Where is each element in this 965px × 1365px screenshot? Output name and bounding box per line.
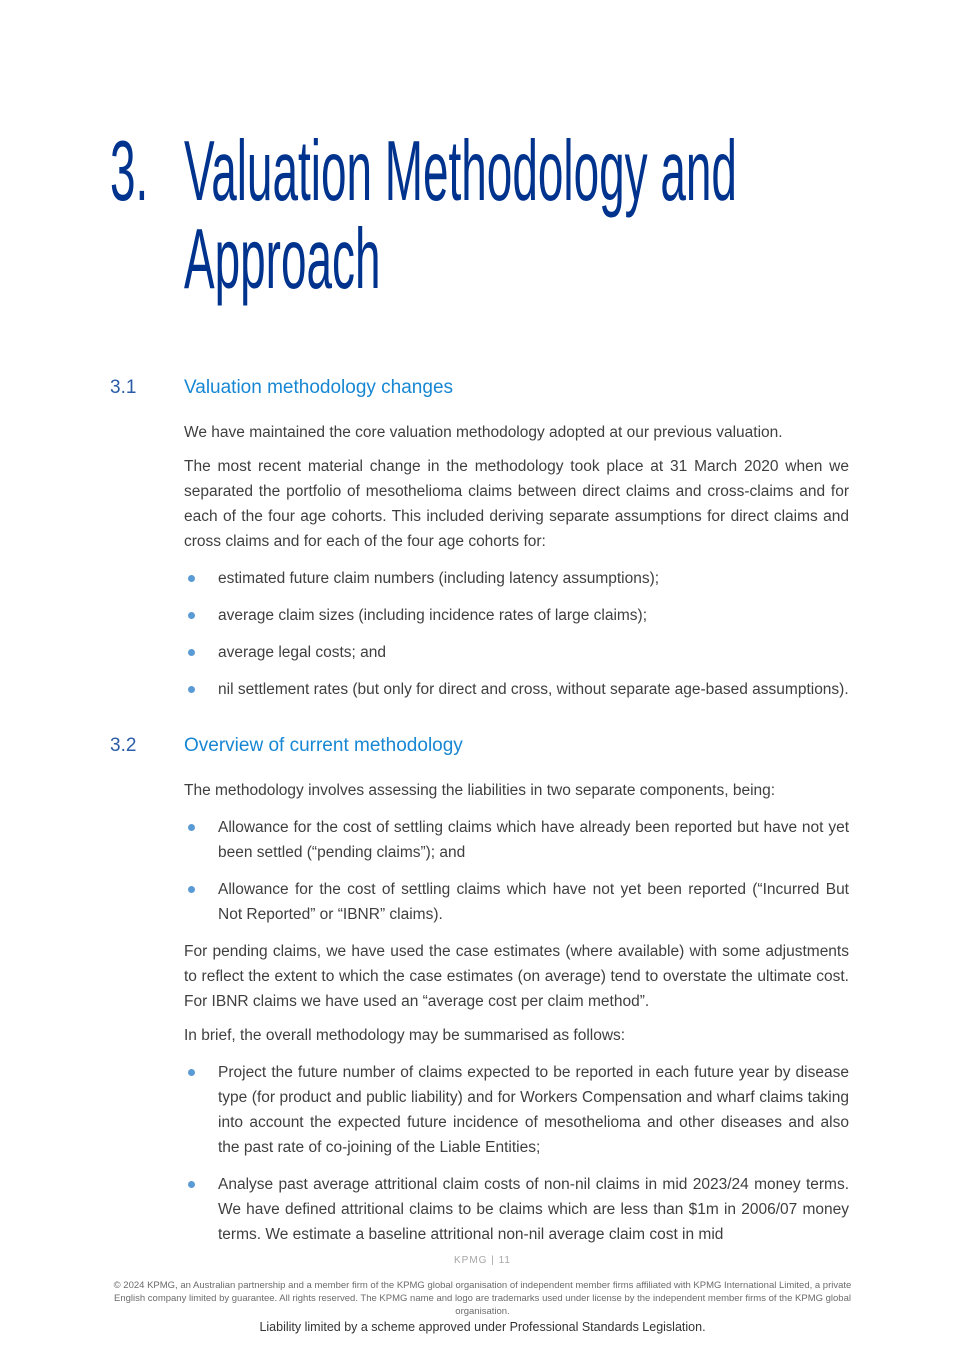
page-number: KPMG | 11 <box>454 1255 511 1266</box>
copyright-disclaimer: © 2024 KPMG, an Australian partnership and a member firm of the KPMG global organisation of independent member firms affiliated with KPMG International Limited, a private English company limited by guarantee. All rights reserved. The KPMG name and logo are trademarks used under license by the independent member firms of the KPMG global organisation. <box>113 1280 852 1317</box>
bullet-text: average claim sizes (including incidence rates of large claims); <box>218 607 648 624</box>
bullet-item <box>184 877 849 927</box>
bullet-dot-icon <box>188 824 195 831</box>
bullet-dot-icon <box>188 575 195 582</box>
chapter-number: 3. <box>110 124 149 219</box>
section-number: 3.2 <box>110 735 137 756</box>
section-body <box>184 376 849 702</box>
bullet-item <box>184 640 849 665</box>
bullet-dot-icon <box>188 612 195 619</box>
bullet-dot-icon <box>188 1069 195 1076</box>
bullet-text: nil settlement rates (but only for direct and cross, without separate age-based assumptions). <box>218 681 849 698</box>
bullet-text: average legal costs; and <box>218 644 387 661</box>
bullet-item <box>184 603 849 628</box>
bullet-item <box>184 1172 849 1247</box>
bullet-list <box>184 1060 849 1247</box>
bullet-text: Allowance for the cost of settling claims which have not yet been reported (“Incurred But Not Reported” or “IBNR” claims). <box>218 881 849 923</box>
section-heading: Valuation methodology changes <box>184 377 454 398</box>
bullet-text: Allowance for the cost of settling claims which have already been reported but have not yet been settled (“pending claims”); and <box>218 819 849 861</box>
bullet-list <box>184 566 849 702</box>
chapter-heading <box>110 124 849 307</box>
bullet-list <box>184 815 849 927</box>
chapter-title <box>184 124 965 307</box>
chapter-title-line-2: Approach <box>184 212 381 307</box>
section-body <box>184 734 849 1247</box>
bullet-dot-icon <box>188 886 195 893</box>
bullet-dot-icon <box>188 1181 195 1188</box>
bullet-dot-icon <box>188 649 195 656</box>
bullet-item <box>184 566 849 591</box>
bullet-item <box>184 1060 849 1160</box>
bullet-text: Project the future number of claims expected to be reported in each future year by disease type (for product and public liability) and for Workers Compensation and wharf claims taking into account the expected future incidence of mesothelioma and other diseases and also the past rate of co-joining of the Liable Entities; <box>218 1064 849 1156</box>
paragraph: The methodology involves assessing the liabilities in two separate components, being: <box>184 782 776 799</box>
bullet-text: Analyse past average attritional claim costs of non-nil claims in mid 2023/24 money terms. We have defined attritional claims to be claims which are less than $1m in 2006/07 money terms. We estimate a baseline attritional non-nil average claim cost in mid <box>218 1176 849 1243</box>
liability-note: Liability limited by a scheme approved under Professional Standards Legislation. <box>259 1320 706 1334</box>
page-footer <box>0 1255 965 1335</box>
paragraph: We have maintained the core valuation methodology adopted at our previous valuation. <box>184 424 783 441</box>
section-3-1 <box>110 376 849 702</box>
bullet-item <box>184 677 849 702</box>
section-3-2 <box>110 734 849 1247</box>
bullet-dot-icon <box>188 686 195 693</box>
chapter-title-line-1: Valuation Methodology and <box>184 124 737 219</box>
paragraph: In brief, the overall methodology may be summarised as follows: <box>184 1027 626 1044</box>
section-heading: Overview of current methodology <box>184 735 463 756</box>
bullet-item <box>184 815 849 865</box>
chapter-number-box <box>110 124 184 304</box>
section-number: 3.1 <box>110 377 137 398</box>
bullet-text: estimated future claim numbers (including latency assumptions); <box>218 570 660 587</box>
paragraph: For pending claims, we have used the case estimates (where available) with some adjustments to reflect the extent to which the case estimates (on average) tend to overstate the ultimate cost. For IBNR claims we have used an “average cost per claim method”. <box>184 943 849 1010</box>
paragraph: The most recent material change in the methodology took place at 31 March 2020 when we separated the portfolio of mesothelioma claims between direct claims and cross-claims and for each of the four age cohorts. This included deriving separate assumptions for direct claims and cross claims and for each of the four age cohorts for: <box>184 458 849 550</box>
